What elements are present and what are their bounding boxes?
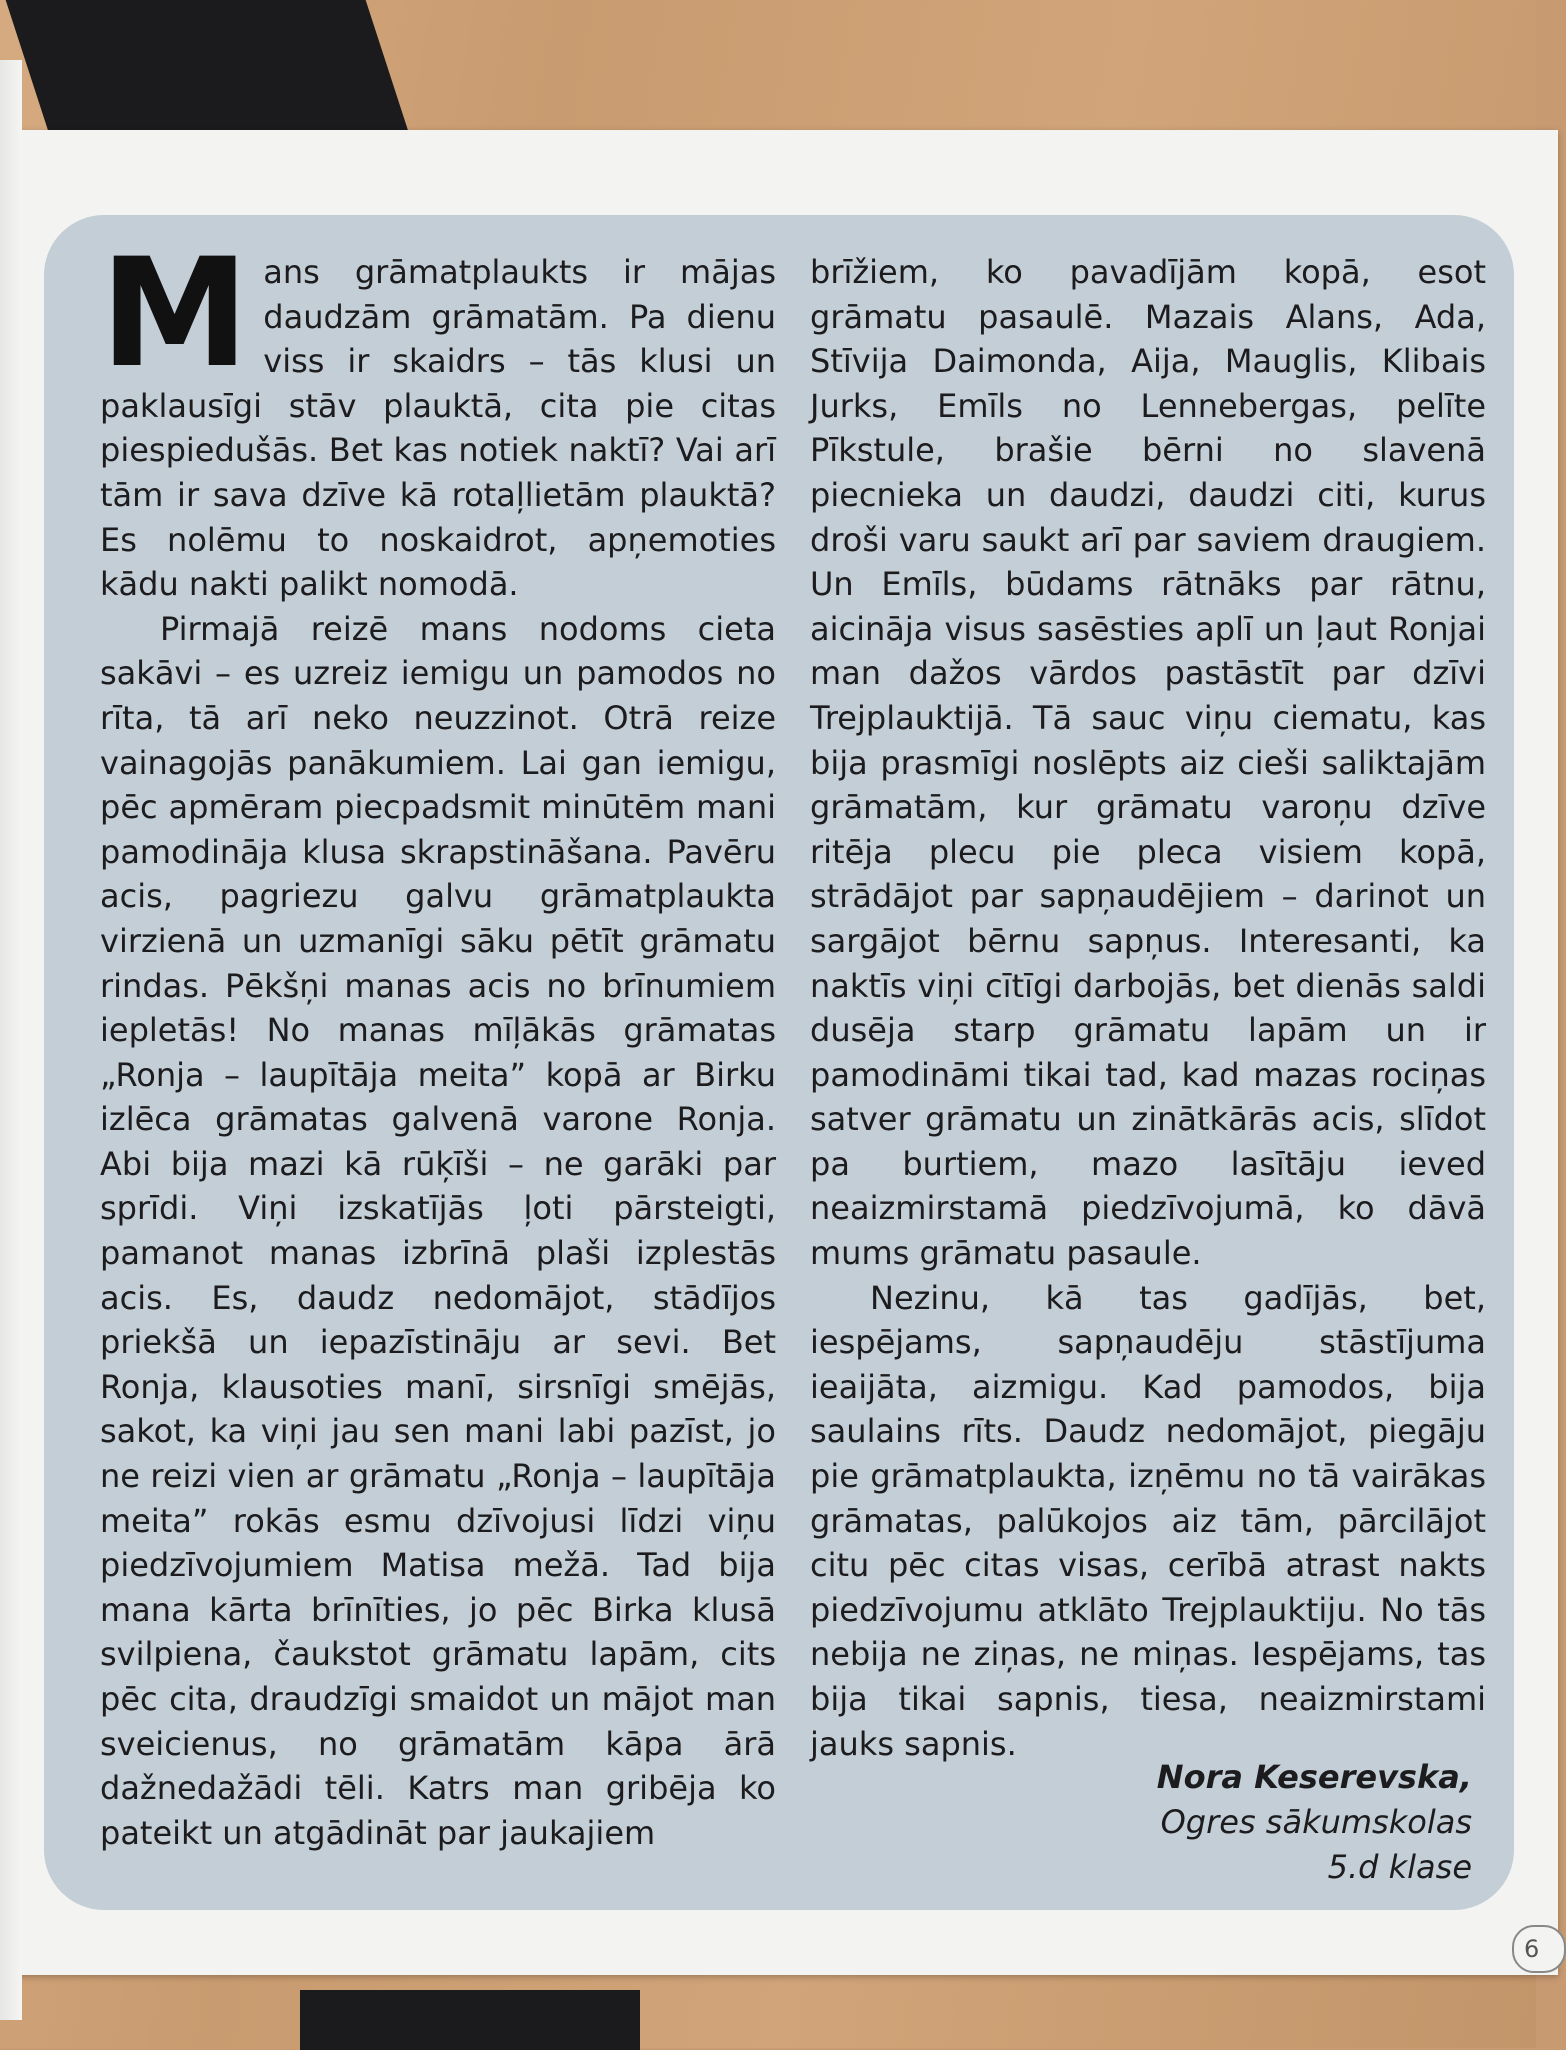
author-signature <box>1157 1755 1472 1890</box>
page-number: 6 <box>1512 1925 1566 1973</box>
paragraph-3: brīžiem, ko pavadījām kopā, esot grāmatu pasaulē. Mazais Alans, Ada, Stīvija Daimonda, Aija, Mauglis, Klibais Jurks, Emīls no Lennebergas, pelīte Pīkstule, brašie bērni no slavenā piecnieka un daudzi, daudzi citi, kurus droši varu saukt arī par saviem draugiem. Un Emīls, būdams rātnāks par rātnu, aicināja visus sasēsties aplī un ļaut Ronjai man dažos vārdos pastāstīt par dzīvi Trejplauktijā. Tā sauc viņu ciematu, kas bija prasmīgi noslēpts aiz cieši saliktajām grāmatām, kur grāmatu varoņu dzīve ritēja plecu pie pleca visiem kopā, strādājot par sapņaudējiem – darinot un sargājot bērnu sapņus. Interesanti, ka naktīs viņi cītīgi darbojās, bet dienās saldi dusēja starp grāmatu lapām un ir pamodināmi tikai tad, kad mazas rociņas satver grāmatu un zinātkārās acis, slīdot pa burtiem, mazo lasītāju ieved neaizmirstamā piedzīvojumā, ko dāvā mums grāmatu pasaule. <box>810 253 1486 1273</box>
background-book-bottom <box>300 1990 640 2050</box>
author-school: Ogres sākumskolas <box>1160 1803 1472 1841</box>
paragraph-1 <box>100 227 776 607</box>
author-name: Nora Keserevska, <box>1156 1758 1472 1796</box>
dropcap: M <box>100 227 250 401</box>
paragraph-4: Nezinu, kā tas gadījās, bet, iespējams, sapņaudēju stāstījuma ieaijāta, aizmigu. Kad pamodos, bija saulains rīts. Daudz nedomājot, piegāju pie grāmatplaukta, izņēmu no tā vairākas grāmatas, palūkojos aiz tām, pārcilājot citu pēc citas visas, cerībā atrast nakts piedzīvojumu atklāto Trejplauktiju. No tās nebija ne ziņas, ne miņas. Iespējams, tas bija tikai sapnis, tiesa, neaizmirstami jauks sapnis. <box>810 1278 1486 1763</box>
background-book <box>6 0 415 150</box>
page-edge <box>0 60 22 2020</box>
author-class: 5.d klase <box>1327 1848 1472 1886</box>
paragraph-2: Pirmajā reizē mans nodoms cieta sakāvi – es uzreiz iemigu un pamodos no rīta, tā arī neko neuzzinot. Otrā reize vainagojās panākumiem. Lai gan iemigu, pēc apmēram piecpadsmit minūtēm mani pamodināja klusa skrapstināšana. Pavēru acis, pagriezu galvu grāmatplaukta virzienā un uzmanīgi sāku pētīt grāmatu rindas. Pēkšņi manas acis no brīnumiem iepletās! No manas mīļākās grāmatas „Ronja – laupītāja meita” kopā ar Birku izlēca grāmatas galvenā varone Ronja. Abi bija mazi kā rūķīši – ne garāki par sprīdi. Viņi izskatījās ļoti pārsteigti, pamanot manas izbrīnā plaši izplestās acis. Es, daudz nedomājot, stādījos priekšā un iepazīstināju ar sevi. Bet Ronja, klausoties manī, sirsnīgi smējās, sakot, ka viņi jau sen mani labi pazīst, jo ne reizi vien ar grāmatu „Ronja – laupītāja meita” rokās esmu dzīvojusi līdzi viņu piedzīvojumiem Matisa mežā. Tad bija mana kārta brīnīties, jo pēc Birka klusā svilpiena, čaukstot grāmatu lapām, cits pēc cita, draudzīgi smaidot un mājot man sveicienus, no grāmatām kāpa ārā dažnedažādi tēli. Katrs man gribēja ko pateikt un atgādināt par jaukajiem <box>100 609 776 1852</box>
article-column-right <box>810 250 1486 1766</box>
article-column-left <box>100 227 776 1855</box>
paragraph-1-text: ans grāmatplaukts ir mājas daudzām grāmatām. Pa dienu viss ir skaidrs – tās klusi un paklausīgi stāv plauktā, cita pie citas piespiedušās. Bet kas notiek naktī? Vai arī tām ir sava dzīve kā rotaļlietām plauktā? Es nolēmu to noskaidrot, apņemoties kādu nakti palikt nomodā. <box>100 253 776 604</box>
